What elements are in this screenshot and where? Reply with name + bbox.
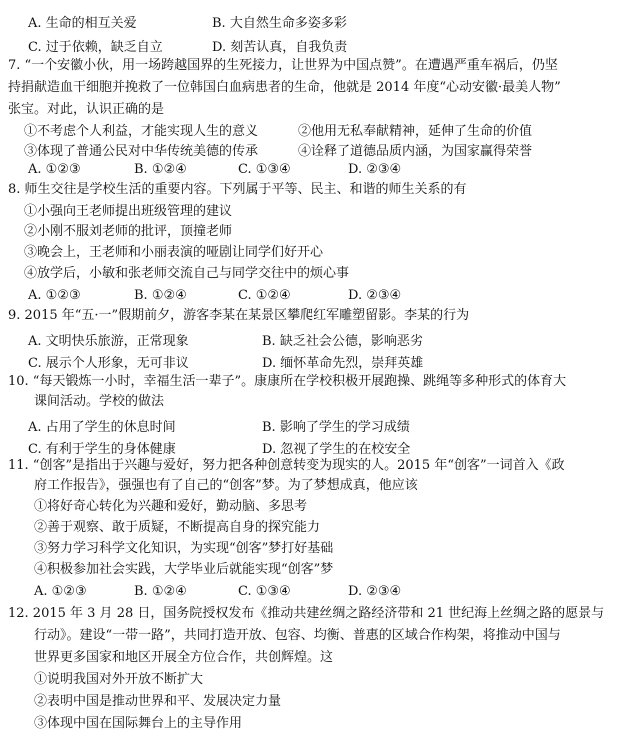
q11-stem-line: 11. “创客”是指出于兴趣与爱好，努力把各种创意转变为现实的人。2015 年“创客”一词首入《政 bbox=[8, 458, 565, 473]
q6-option-a: A. 生命的相互关爱 bbox=[28, 16, 137, 31]
q11-option-a: A. ①②③ bbox=[34, 584, 87, 599]
q10-option-d: D. 忽视了学生的在校安全 bbox=[262, 442, 411, 457]
q12-stem-line: 12. 2015 年 3 月 28 日，国务院授权发布《推动共建丝绸之路经济带和 21 世纪海上丝绸之路的愿景与 bbox=[8, 606, 605, 621]
q11-option-d: D. ②③④ bbox=[348, 584, 402, 599]
q6-option-b: B. 大自然生命多姿多彩 bbox=[212, 16, 347, 31]
q11-statement-4: ④积极参加社会实践，大学毕业后就能实现“创客”梦 bbox=[34, 562, 334, 577]
q7-option-c: C. ①③④ bbox=[238, 162, 291, 177]
q6-option-c: C. 过于依赖，缺乏自立 bbox=[28, 40, 163, 55]
q11-statement-2: ②善于观察、敢于质疑，不断提高自身的探究能力 bbox=[34, 520, 321, 535]
q8-option-d: D. ②③④ bbox=[348, 288, 402, 303]
q8-statement-2: ②小刚不服刘老师的批评，顶撞老师 bbox=[24, 224, 233, 239]
q9-option-b: B. 缺乏社会公德，影响恶劣 bbox=[262, 334, 423, 349]
q7-statement-4: ④诠释了道德品质内涵，为国家赢得荣誉 bbox=[298, 144, 533, 159]
q11-stem-line: 府工作报告》，强强也有了自己的“创客”梦。为了梦想成真，他应该 bbox=[34, 478, 418, 493]
q12-statement-1: ①说明我国对外开放不断扩大 bbox=[34, 672, 204, 687]
q6-option-d: D. 刻苦认真，自我负责 bbox=[212, 40, 348, 55]
q7-option-b: B. ①②④ bbox=[134, 162, 187, 177]
q11-statement-1: ①将好奇心转化为兴趣和爱好，勤动脑、多思考 bbox=[34, 499, 308, 514]
q10-option-a: A. 占用了学生的休息时间 bbox=[28, 420, 176, 435]
q10-stem-line: 课间活动。学校的做法 bbox=[34, 394, 165, 409]
q7-option-d: D. ②③④ bbox=[348, 162, 402, 177]
q7-statement-1: ①不考虑个人利益，才能实现人生的意义 bbox=[24, 124, 259, 139]
q9-option-a: A. 文明快乐旅游，正常现象 bbox=[28, 334, 189, 349]
q11-option-b: B. ①②④ bbox=[134, 584, 187, 599]
q8-stem-line: 8. 师生交往是学校生活的重要内容。下列属于平等、民主、和谐的师生关系的有 bbox=[8, 182, 467, 197]
q7-statement-2: ②他用无私奉献精神，延伸了生命的价值 bbox=[298, 124, 533, 139]
q12-statement-3: ③体现中国在国际舞台上的主导作用 bbox=[34, 716, 243, 731]
q12-stem-line: 世界更多国家和地区开展全方位合作，共创辉煌。这 bbox=[34, 650, 334, 665]
q9-stem-line: 9. 2015 年“五·一”假期前夕，游客李某在某景区攀爬红军雕塑留影。李某的行为 bbox=[8, 308, 470, 323]
q9-option-d: D. 缅怀革命先烈，崇拜英雄 bbox=[262, 356, 424, 371]
q8-statement-1: ①小强向王老师提出班级管理的建议 bbox=[24, 204, 233, 219]
q10-option-b: B. 影响了学生的学习成绩 bbox=[262, 420, 410, 435]
q7-stem-line: 7. “一个安徽小伙，用一场跨越国界的生死接力，让世界为中国点赞”。在遭遇严重车祸后，仍坚 bbox=[8, 58, 558, 73]
q10-stem-line: 10. “每天锻炼一小时，幸福生活一辈子”。康康所在学校积极开展跑操、跳绳等多种形式的体育大 bbox=[8, 374, 567, 389]
q8-statement-4: ④放学后，小敏和张老师交流自己与同学交往中的烦心事 bbox=[24, 266, 350, 281]
q11-option-c: C. ①③④ bbox=[238, 584, 291, 599]
q11-statement-3: ③努力学习科学文化知识，为实现“创客”梦打好基础 bbox=[34, 541, 334, 556]
q8-statement-3: ③晚会上，王老师和小丽表演的哑剧让同学们好开心 bbox=[24, 245, 324, 260]
q8-option-b: B. ①②④ bbox=[134, 288, 187, 303]
q8-option-a: A. ①②③ bbox=[28, 288, 81, 303]
q7-option-a: A. ①②③ bbox=[28, 162, 81, 177]
q12-statement-2: ②表明中国是推动世界和平、发展决定力量 bbox=[34, 694, 282, 709]
q7-statement-3: ③体现了普通公民对中华传统美德的传承 bbox=[24, 144, 259, 159]
q7-stem-line: 持捐献造血干细胞并挽救了一位韩国白血病患者的生命，他就是 2014 年度“心动安徽·最美人物” bbox=[8, 80, 561, 95]
q7-stem-line: 张宝。对此，认识正确的是 bbox=[8, 102, 165, 117]
q9-option-c: C. 展示个人形象，无可非议 bbox=[28, 356, 189, 371]
q12-stem-line: 行动》。建设“一带一路”，共同打造开放、包容、均衡、普惠的区域合作构架，将推动中国与 bbox=[34, 628, 561, 643]
q10-option-c: C. 有利于学生的身体健康 bbox=[28, 442, 176, 457]
q8-option-c: C. ①②④ bbox=[238, 288, 291, 303]
